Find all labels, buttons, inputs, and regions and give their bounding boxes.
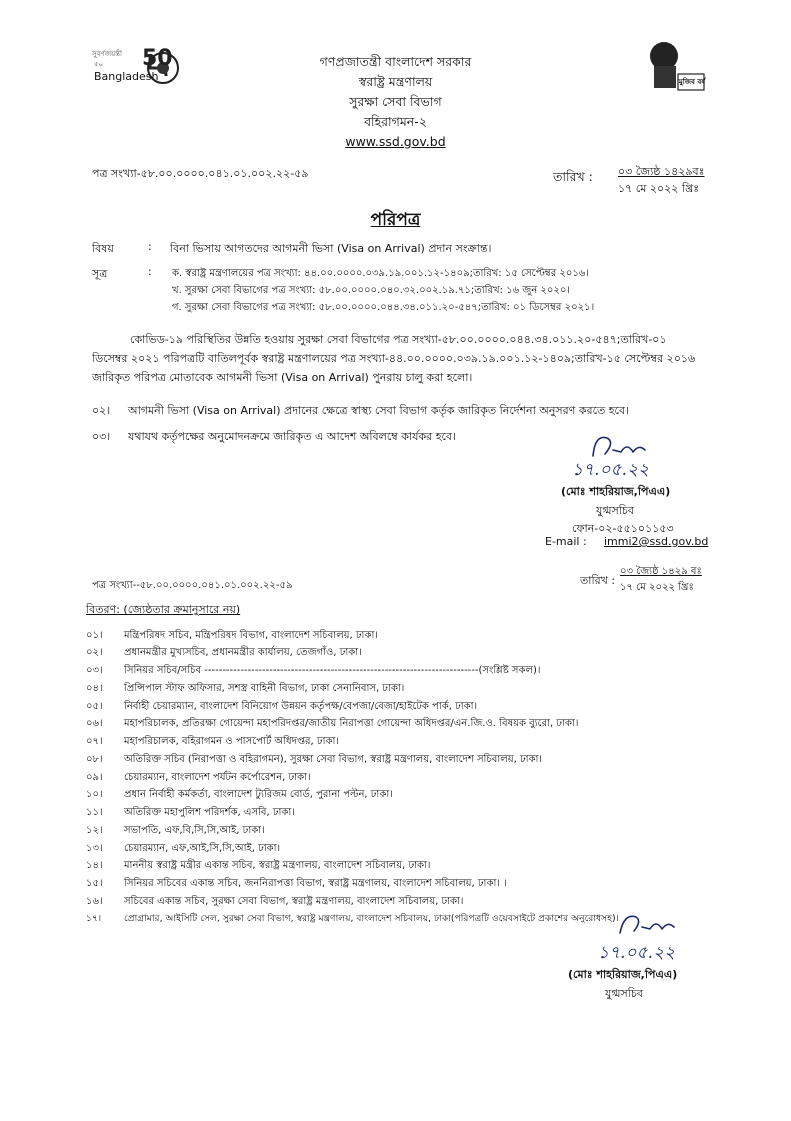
logo-bangladesh-text: Bangladesh <box>94 70 159 83</box>
distribution-item-text: অতিরিক্ত সচিব (নিরাপত্তা ও বহিরাগমন), সুরক্ষা সেবা বিভাগ, স্বরাষ্ট্র মন্ত্রণালয়, বাংলাদেশ সচিবালয়, ঢাকা। <box>124 754 542 765</box>
distribution-item <box>86 752 542 769</box>
signatory-designation-2: যুগ্মসচিব <box>605 987 643 1000</box>
division-name: সুরক্ষা সেবা বিভাগ <box>349 94 442 109</box>
distribution-item-number: ১৭। <box>86 913 102 924</box>
para-3-text: যথাযথ কর্তৃপক্ষের অনুমোদনক্রমে জারিকৃত এ আদেশ অবিলম্বে কার্যকর হবে। <box>128 430 456 443</box>
date-english-2: ১৭ মে ২০২২ খ্রিঃ <box>620 582 694 593</box>
distribution-item <box>86 841 280 858</box>
para-2-text: আগমনী ভিসা (Visa on Arrival) প্রদানের ক্ষেত্রে স্বাস্থ্য সেবা বিভাগ কর্তৃক জারিকৃত নির্দেশনা অনুসরণ করতে হবে। <box>128 404 630 417</box>
government-line: গণপ্রজাতন্ত্রী বাংলাদেশ সরকার <box>319 54 472 69</box>
distribution-item-number: ০২। <box>86 647 103 658</box>
distribution-item-text: মহাপরিচালক, প্রতিরক্ষা গোয়েন্দা মহাপরিদপ্তর/জাতীয় নিরাপত্তা গোয়েন্দা অধিদপ্তর/এন.জি.ও. বিষয়ক ব্যুরো, ঢাকা। <box>124 718 579 729</box>
svg-text:সুবর্ণজয়ন্তী: সুবর্ণজয়ন্তী <box>92 50 122 58</box>
source-item: গ. সুরক্ষা সেবা বিভাগের পত্র সংখ্যা: ৫৮.০০.০০০০.০৪৪.৩৪.০১১.২০-৫৪৭;তারিখ: ০১ ডিসেম্বর ২০২১। <box>172 302 595 313</box>
distribution-item-text: নির্বাহী চেয়ারম্যান, বাংলাদেশ বিনিয়োগ উন্নয়ন কর্তৃপক্ষ/বেপজা/বেজা/হাইটেক পার্ক, ঢাকা। <box>124 701 478 712</box>
distribution-item <box>86 645 362 662</box>
date-bangla: ০৩ জ্যৈষ্ঠ ১৪২৯বঃ <box>618 165 705 178</box>
distribution-item-number: ০৭। <box>86 736 103 747</box>
body-paragraph-1-line: কোভিড-১৯ পরিস্থিতির উন্নতি হওয়ায় সুরক্ষা সেবা বিভাগের পত্র সংখ্যা-৫৮.০০.০০০০.০৪৪.৩৪.০১১.২০-৫৪৭;তারিখ-০১ <box>130 333 667 346</box>
source-item: খ. সুরক্ষা সেবা বিভাগের পত্র সংখ্যা: ৫৮.০০.০০০০.০৪০.৩২.০০২.১৯.৭১;তারিখ: ১৬ জুন ২০২০। <box>172 285 570 296</box>
date-english: ১৭ মে ২০২২ খ্রিঃ <box>618 182 700 195</box>
distribution-item <box>86 858 430 875</box>
distribution-item <box>86 681 404 698</box>
handwritten-date-2: ১৭.০৫.২২ <box>598 943 676 963</box>
distribution-item <box>86 805 295 822</box>
distribution-item-number: ০৬। <box>86 718 103 729</box>
para-2-number: ০২। <box>92 404 111 417</box>
signatory-phone: ফোন-০২-৫৫১০১১৫৩ <box>572 522 674 535</box>
document-title: পরিপত্র <box>370 210 421 230</box>
distribution-item-text: সচিবের একান্ত সচিব, সুরক্ষা সেবা বিভাগ, স্বরাষ্ট্র মন্ত্রণালয়, বাংলাদেশ সচিবালয়, ঢাকা। <box>124 896 464 907</box>
distribution-item-text: চেয়ারম্যান, বাংলাদেশ পর্যটন কর্পোরেশন, ঢাকা। <box>124 772 311 783</box>
distribution-item-text: প্রিন্সিপাল স্টাফ অফিসার, সশস্ত্র বাহিনী বিভাগ, ঢাকা সেনানিবাস, ঢাকা। <box>124 683 405 694</box>
distribution-item-text: মাননীয় স্বরাষ্ট্র মন্ত্রীর একান্ত সচিব, স্বরাষ্ট্র মন্ত্রণালয়, বাংলাদেশ সচিবালয়, ঢাকা। <box>124 860 431 871</box>
distribution-item-number: ১৫। <box>86 878 103 889</box>
distribution-item-text: সভাপতি, এফ,বি,সি,সি,আই, ঢাকা। <box>124 825 265 836</box>
distribution-item <box>86 894 464 911</box>
distribution-item-text: প্রধান নির্বাহী কর্মকর্তা, বাংলাদেশ ট্যুরিজম বোর্ড, পুরানা পল্টন, ঢাকা। <box>124 789 393 800</box>
distribution-item <box>86 699 477 716</box>
body-paragraph-1-line: ডিসেম্বর ২০২১ পরিপত্রটি বাতিলপূর্বক স্বরাষ্ট্র মন্ত্রণালয়ের পত্র সংখ্যা-৪৪.০০.০০০০.০৩৯.১৯.০০১.১২-১৪০৯;তারিখ-১৫ সেপ্টেম্বর ২০১৬ <box>92 352 696 365</box>
subject-text: বিনা ভিসায় আগতদের আগমনী ভিসা (Visa on Arrival) প্রদান সংক্রান্ত। <box>170 242 492 255</box>
distribution-item-text: মন্ত্রিপরিষদ সচিব, মন্ত্রিপরিষদ বিভাগ, বাংলাদেশ সচিবালয়, ঢাকা। <box>124 630 378 641</box>
distribution-item-text: চেয়ারম্যান, এফ,আই,সি,সি,আই, ঢাকা। <box>124 843 281 854</box>
distribution-item-text: প্রোগ্রামার, আইসিটি সেল, সুরক্ষা সেবা বিভাগ, স্বরাষ্ট্র মন্ত্রণালয়, বাংলাদেশ সচিবালয়, ঢাকা(পরিপত্রটি ওয়েবসাইটে প্রকাশের অনুরোধসহ)। <box>124 913 619 924</box>
body-paragraph-1-line: জারিকৃত পরিপত্র মোতাবেক আগমনী ভিসা (Visa on Arrival) পুনরায় চালু করা হলো। <box>92 371 473 384</box>
distribution-item-text: অতিরিক্ত মহাপুলিশ পরিদর্শক, এসবি, ঢাকা। <box>124 807 295 818</box>
source-item: ক. স্বরাষ্ট্র মন্ত্রণালয়ের পত্র সংখ্যা: ৪৪.০০.০০০০.০৩৯.১৯.০০১.১২-১৪০৯;তারিখ: ১৫ সেপ্টেম্বর ২০১৬। <box>172 268 589 279</box>
distribution-item-text: সিনিয়র সচিবের একান্ত সচিব, জননিরাপত্তা বিভাগ, স্বরাষ্ট্র মন্ত্রণালয়, বাংলাদেশ সচিবালয়, ঢাকা। । <box>124 878 507 889</box>
distribution-item-number: ১৩। <box>86 843 103 854</box>
website-link[interactable]: www.ssd.gov.bd <box>345 134 446 149</box>
date-label: তারিখ : <box>553 169 593 184</box>
distribution-item-number: ০৯। <box>86 772 103 783</box>
ministry-name: স্বরাষ্ট্র মন্ত্রণালয় <box>358 74 433 89</box>
signatory-name-2: (মোঃ শাহরিয়াজ,পিএএ) <box>568 968 678 981</box>
distribution-heading: বিতরণ: (জ্যেষ্ঠতার ক্রমানুসারে নয়) <box>86 603 241 616</box>
distribution-item-text: মহাপরিচালক, বহিরাগমন ও পাসপোর্ট অধিদপ্তর, ঢাকা। <box>124 736 339 747</box>
distribution-item-number: ১৬। <box>86 896 103 907</box>
distribution-item-number: ০৩। <box>86 665 103 676</box>
memo-number: পত্র সংখ্যা-৫৮.০০.০০০০.০৪১.০১.০০২.২২-৫৯ <box>92 167 309 180</box>
mujib-borsho-logo <box>644 36 708 96</box>
handwritten-date-1: ১৭.০৫.২২ <box>572 460 650 480</box>
svg-text:৫০: ৫০ <box>94 60 104 68</box>
distribution-item-number: ০৫। <box>86 701 103 712</box>
memo-number-2: পত্র সংখ্যা--৫৮.০০.০০০০.০৪১.০১.০০২.২২-৫৯ <box>92 580 293 591</box>
distribution-item-number: ০৮। <box>86 754 103 765</box>
date-label-2: তারিখ : <box>580 574 616 587</box>
distribution-item <box>86 770 311 787</box>
signatory-name-1: (মোঃ শাহরিয়াজ,পিএএ) <box>561 485 671 498</box>
distribution-item <box>86 787 393 804</box>
distribution-item <box>86 716 578 733</box>
para-3-number: ০৩। <box>92 430 111 443</box>
distribution-item <box>86 876 507 893</box>
sources-label: সূত্র <box>92 267 108 280</box>
logo-year-text: 50 <box>142 46 173 71</box>
distribution-item <box>86 663 540 680</box>
mujib-borsho-text: মুজিব বর্ষ <box>678 78 706 86</box>
distribution-item-number: ১২। <box>86 825 103 836</box>
distribution-item-text: সিনিয়র সচিব/সচিব ----------------------------------------------------------------------------(সংশ্লিষ্ট সকল)। <box>124 665 541 676</box>
section-name: বহিরাগমন-২ <box>364 114 427 129</box>
distribution-item <box>86 823 265 840</box>
distribution-item-number: ০১। <box>86 630 103 641</box>
sources-colon: : <box>148 265 152 278</box>
distribution-item <box>86 911 619 926</box>
distribution-item <box>86 628 378 645</box>
subject-colon: : <box>148 240 152 253</box>
signatory-email-label: E-mail : <box>545 535 587 548</box>
signatory-designation-1: যুগ্মসচিব <box>596 504 634 517</box>
date-bangla-2: ০৩ জ্যৈষ্ঠ ১৪২৯ বঃ <box>620 566 702 577</box>
signature-scribble-2 <box>612 905 692 945</box>
distribution-item-text: প্রধানমন্ত্রীর মুখ্যসচিব, প্রধানমন্ত্রীর কার্যালয়, তেজগাঁও, ঢাকা। <box>124 647 362 658</box>
distribution-item-number: ১৪। <box>86 860 103 871</box>
distribution-item <box>86 734 339 751</box>
subject-label: বিষয় <box>92 242 114 255</box>
distribution-item-number: ১০। <box>86 789 103 800</box>
signatory-email[interactable]: immi2@ssd.gov.bd <box>604 535 709 548</box>
distribution-item-number: ০৪। <box>86 683 103 694</box>
distribution-item-number: ১১। <box>86 807 103 818</box>
